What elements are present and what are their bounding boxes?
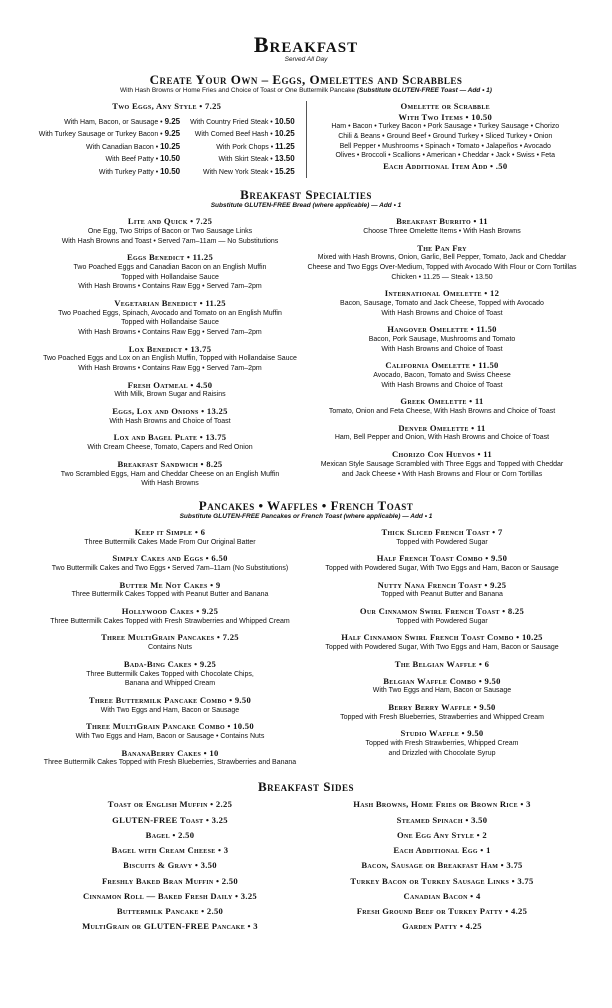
menu-item-description: With Two Eggs and Ham, Bacon or Sausage — [372, 687, 512, 695]
option-price: 10.25 — [274, 129, 295, 139]
menu-item-name: Berry Berry Waffle • 9.50 — [388, 701, 496, 712]
specialties-section-note — [34, 202, 578, 211]
menu-item-description: Cheese and Two Eggs Over-Medium, Topped with Avocado With Flour or Corn Tortillas — [307, 263, 577, 271]
omelette-name-2: With Two Items • 10.50 — [398, 111, 493, 122]
menu-item — [306, 527, 578, 547]
menu-item-name: Denver Omelette • 11 — [398, 422, 486, 433]
side-item: Buttermilk Pancake • 2.50 — [116, 906, 224, 917]
menu-item-description: With Hash Browns and Choice of Toast — [381, 381, 503, 389]
menu-item — [306, 676, 578, 696]
menu-item-description: With Hash Browns • Contains Raw Egg • Served 7am–2pm — [78, 283, 262, 291]
side-item: MultiGrain or GLUTEN-FREE Pancake • 3 — [82, 921, 258, 932]
sides-left-column — [34, 799, 306, 936]
menu-item-description: With Cream Cheese, Tomato, Capers and Red Onion — [87, 444, 253, 452]
menu-item-description: Topped with Powdered Sugar — [396, 617, 488, 625]
specialties-section-title: Breakfast Specialties — [240, 187, 372, 203]
menu-item-name: Lox and Bagel Plate • 13.75 — [113, 432, 227, 443]
side-item: Toast or English Muffin • 2.25 — [107, 799, 233, 810]
menu-item-name: International Omelette • 12 — [384, 288, 500, 299]
menu-item-description: Two Buttermilk Cakes and Two Eggs • Served 7am–11am (No Substitutions) — [51, 565, 289, 573]
menu-item — [306, 243, 578, 283]
menu-item-name: Three MultiGrain Pancake Combo • 10.50 — [86, 721, 254, 732]
side-item: Turkey Bacon or Turkey Sausage Links • 3.75 — [350, 875, 534, 886]
menu-item — [34, 298, 306, 338]
menu-item-name: Half Cinnamon Swirl French Toast Combo • 10.25 — [341, 632, 543, 643]
menu-item — [34, 580, 306, 600]
menu-item-description: Two Poached Eggs, Spinach, Avocado and Tomato on an English Muffin — [58, 309, 282, 317]
menu-item — [34, 606, 306, 626]
side-item: GLUTEN-FREE Toast • 3.25 — [112, 814, 228, 825]
menu-item-name: Three Buttermilk Pancake Combo • 9.50 — [88, 694, 252, 705]
two-eggs-option: With Beef Patty • 10.50 — [105, 154, 181, 164]
two-eggs-option: With Corned Beef Hash • 10.25 — [194, 129, 295, 139]
menu-item — [306, 632, 578, 652]
menu-item-name: Keep it Simple • 6 — [134, 526, 206, 537]
menu-item — [34, 380, 306, 400]
side-item: Garden Patty • 4.25 — [402, 921, 482, 932]
menu-item-description: With Two Eggs and Ham, Bacon or Sausage — [100, 706, 240, 714]
side-item: Canadian Bacon • 4 — [403, 890, 481, 901]
menu-item-name: Thick Sliced French Toast • 7 — [381, 526, 503, 537]
option-price: 10.50 — [160, 166, 181, 176]
menu-item — [34, 632, 306, 652]
menu-item — [306, 702, 578, 722]
menu-item-description: Contains Nuts — [148, 644, 192, 652]
menu-item-description: With Hash Browns and Choice of Toast — [381, 345, 503, 353]
menu-item-description: Topped with Powdered Sugar, With Two Eggs and Ham, Bacon or Sausage — [325, 565, 559, 573]
menu-item — [306, 553, 578, 573]
menu-item — [306, 216, 578, 236]
menu-item — [34, 252, 306, 292]
two-eggs-option: With Turkey Patty • 10.50 — [98, 166, 181, 176]
side-item: Each Additional Egg • 1 — [393, 845, 491, 856]
pancakes-right-column — [306, 527, 578, 774]
menu-item — [34, 659, 306, 689]
menu-item — [34, 695, 306, 715]
menu-item-description: Topped with Powdered Sugar — [396, 538, 488, 546]
specialties-left-column — [34, 216, 306, 495]
menu-item-name: California Omelette • 11.50 — [385, 360, 499, 371]
menu-item — [34, 459, 306, 489]
menu-item-description: With Hash Browns • Contains Raw Egg • Served 7am–2pm — [78, 328, 262, 336]
menu-item-name: Simply Cakes and Eggs • 6.50 — [112, 553, 228, 564]
two-eggs-name: Two Eggs, Any Style • 7.25 — [112, 100, 222, 111]
option-label: With New York Steak — [202, 168, 269, 176]
menu-item-description: Ham, Bell Pepper and Onion, With Hash Browns and Choice of Toast — [334, 434, 550, 442]
menu-item-description: Three Buttermilk Cakes Topped with Peanut Butter and Banana — [71, 591, 269, 599]
menu-item-description: Two Scrambled Eggs, Ham and Cheddar Cheese on an English Muffin — [60, 470, 280, 478]
two-eggs-option: With Ham, Bacon, or Sausage • 9.25 — [64, 116, 181, 126]
menu-item — [34, 216, 306, 246]
specialties-columns — [34, 216, 578, 495]
menu-item — [34, 406, 306, 426]
create-section-note — [34, 87, 578, 96]
menu-item-name: Fresh Oatmeal • 4.50 — [127, 379, 213, 390]
two-eggs-prices — [34, 116, 300, 179]
two-eggs-option: With Pork Chops • 11.25 — [216, 141, 295, 151]
menu-item — [34, 527, 306, 547]
menu-item-description: Avocado, Bacon, Tomato and Swiss Cheese — [373, 372, 511, 380]
menu-item-description: Two Poached Eggs and Lox on an English Muffin, Topped with Hollandaise Sauce — [43, 355, 297, 363]
omelette-extra: Each Additional Item Add • .50 — [383, 160, 508, 171]
option-label: With Turkey Patty — [98, 168, 154, 176]
menu-item-name: Breakfast Sandwich • 8.25 — [117, 458, 223, 469]
option-label: With Pork Chops — [216, 143, 269, 151]
sides-section-title: Breakfast Sides — [257, 779, 354, 795]
menu-item-name: Eggs, Lox and Onions • 13.25 — [112, 406, 228, 417]
sides-columns — [34, 799, 578, 936]
menu-item-description: With Hash Browns and Toast • Served 7am–11am — No Substitutions — [61, 237, 279, 245]
menu-item-name: Hollywood Cakes • 9.25 — [121, 606, 219, 617]
two-eggs-option: With Skirt Steak • 13.50 — [218, 154, 295, 164]
create-section-title: Create Your Own – Eggs, Omelettes and Scrabbles — [149, 71, 463, 87]
option-price: 10.50 — [160, 154, 181, 164]
menu-item-description: Topped with Hollandaise Sauce — [121, 319, 219, 327]
menu-item — [34, 344, 306, 374]
menu-item-name: Nutty Nana French Toast • 9.25 — [377, 579, 507, 590]
menu-item-name: Vegetarian Benedict • 11.25 — [114, 297, 226, 308]
create-columns — [34, 101, 578, 178]
side-item: Fresh Ground Beef or Turkey Patty • 4.25 — [356, 906, 528, 917]
option-price: 11.25 — [275, 141, 295, 151]
side-item: Biscuits & Gravy • 3.50 — [123, 860, 217, 871]
menu-item-description: Three Buttermilk Cakes Topped with Fresh Blueberries, Strawberries and Banana — [43, 759, 297, 767]
option-label: With Ham, Bacon, or Sausage — [64, 118, 159, 126]
menu-item-name: The Belgian Waffle • 6 — [394, 658, 490, 669]
menu-item-name: Breakfast Burrito • 11 — [396, 216, 488, 227]
option-price: 9.25 — [164, 116, 181, 126]
menu-item-description: With Hash Browns and Choice of Toast — [109, 417, 231, 425]
option-label: With Corned Beef Hash — [194, 131, 269, 139]
menu-item-description: Three Buttermilk Cakes Topped with Fresh Strawberries and Whipped Cream — [50, 617, 290, 625]
menu-item-description: Three Buttermilk Cakes Made From Our Original Batter — [84, 538, 256, 546]
menu-item — [306, 360, 578, 390]
menu-item-description: Topped with Fresh Strawberries, Whipped Cream — [365, 740, 519, 748]
menu-item-name: The Pan Fry — [417, 242, 467, 253]
create-note-substitute: (Substitute GLUTEN-FREE Toast — Add • 1) — [356, 87, 492, 95]
pancakes-section-title: Pancakes • Waffles • French Toast — [198, 497, 414, 513]
two-eggs-option: With Turkey Sausage or Turkey Bacon • 9.25 — [38, 129, 181, 139]
menu-item-name: Chorizo Con Huevos • 11 — [392, 449, 492, 460]
menu-item-description: With Milk, Brown Sugar and Raisins — [114, 391, 226, 399]
side-item: One Egg Any Style • 2 — [397, 829, 487, 840]
menu-item-description: Topped with Hollandaise Sauce — [121, 273, 219, 281]
page-title: Breakfast — [253, 32, 359, 57]
menu-item — [306, 324, 578, 354]
menu-item-description: and Drizzled with Chocolate Syrup — [388, 749, 496, 757]
side-item: Hash Browns, Home Fries or Brown Rice • 3 — [353, 799, 531, 810]
side-item: Bacon, Sausage or Breakfast Ham • 3.75 — [361, 860, 523, 871]
menu-item — [34, 748, 306, 768]
create-note-text: With Hash Browns or Home Fries and Choice of Toast or One Buttermilk Pancake — [120, 87, 356, 95]
menu-item-name: Greek Omelette • 11 — [400, 396, 484, 407]
menu-item — [34, 721, 306, 741]
option-price: 10.50 — [274, 116, 295, 126]
menu-item-description: With Hash Browns • Contains Raw Egg • Served 7am–2pm — [78, 364, 262, 372]
menu-item-description: Mexican Style Sausage Scrambled with Three Eggs and Topped with Cheddar — [320, 460, 564, 468]
menu-item-description: and Jack Cheese • With Hash Browns and Flour or Corn Tortillas — [341, 470, 543, 478]
menu-item-name: BananaBerry Cakes • 10 — [121, 747, 219, 758]
menu-item-description: Banana and Whipped Cream — [124, 680, 216, 688]
pancakes-left-column — [34, 527, 306, 774]
omelette-item-line: Bell Pepper • Mushrooms • Spinach • Tomato • Jalapeños • Avocado — [339, 142, 551, 150]
menu-item-name: Lite and Quick • 7.25 — [127, 216, 213, 227]
option-label: With Beef Patty — [105, 156, 154, 164]
menu-item — [306, 606, 578, 626]
two-eggs-block — [34, 101, 306, 178]
option-price: 15.25 — [274, 166, 295, 176]
two-eggs-option: With Country Fried Steak • 10.50 — [190, 116, 295, 126]
option-price: 9.25 — [164, 129, 181, 139]
side-item: Bagel • 2.50 — [145, 829, 195, 840]
menu-item-name: Our Cinnamon Swirl French Toast • 8.25 — [359, 606, 525, 617]
option-price: 10.25 — [160, 141, 181, 151]
menu-item — [306, 396, 578, 416]
menu-item — [306, 288, 578, 318]
sides-right-column — [306, 799, 578, 936]
option-label: With Skirt Steak — [218, 156, 269, 164]
menu-item-description: Chicken • 11.25 — Steak • 13.50 — [391, 273, 493, 281]
option-price: 13.50 — [274, 154, 295, 164]
menu-item-name: Studio Waffle • 9.50 — [400, 728, 484, 739]
two-eggs-option: With Canadian Bacon • 10.25 — [86, 141, 181, 151]
menu-item — [306, 580, 578, 600]
omelette-item-line: Olives • Broccoli • Scallions • American • Cheddar • Jack • Swiss • Feta — [335, 152, 555, 160]
menu-item — [34, 553, 306, 573]
omelette-item-line: Chili & Beans • Ground Beef • Ground Turkey • Sliced Turkey • Onion — [338, 132, 553, 140]
pancakes-section-note — [34, 513, 578, 522]
menu-item — [306, 423, 578, 443]
omelette-block — [306, 101, 579, 178]
side-item: Bagel with Cream Cheese • 3 — [111, 845, 229, 856]
menu-item-name: Belgian Waffle Combo • 9.50 — [383, 675, 501, 686]
menu-item-name: Half French Toast Combo • 9.50 — [376, 553, 508, 564]
side-item: Freshly Baked Bran Muffin • 2.50 — [101, 875, 238, 886]
menu-item-name: Butter Me Not Cakes • 9 — [119, 579, 221, 590]
two-eggs-option: With New York Steak • 15.25 — [202, 166, 295, 176]
menu-item-name: Hangover Omelette • 11.50 — [387, 324, 497, 335]
menu-item-description: Bacon, Sausage, Tomato and Jack Cheese, Topped with Avocado — [340, 299, 544, 307]
menu-item-name: Eggs Benedict • 11.25 — [126, 252, 214, 263]
side-item: Cinnamon Roll — Baked Fresh Daily • 3.25 — [82, 890, 258, 901]
option-label: With Turkey Sausage or Turkey Bacon — [38, 131, 159, 139]
page-subtitle: Served All Day — [284, 56, 328, 63]
menu-item-description: Bacon, Pork Sausage, Mushrooms and Tomato — [368, 336, 516, 343]
menu-item — [306, 659, 578, 670]
menu-item-description: Two Poached Eggs and Canadian Bacon on an English Muffin — [73, 263, 267, 271]
menu-item-description: With Hash Browns and Choice of Toast — [381, 309, 503, 317]
option-label: With Canadian Bacon — [86, 143, 154, 151]
omelette-name: Omelette or Scrabble — [400, 100, 490, 111]
menu-item — [306, 728, 578, 758]
menu-item-name: Three MultiGrain Pancakes • 7.25 — [101, 632, 239, 643]
menu-item — [306, 449, 578, 479]
menu-item-description: With Two Eggs and Ham, Bacon or Sausage • Contains Nuts — [75, 733, 265, 741]
menu-item-description: Tomato, Onion and Feta Cheese, With Hash Browns and Choice of Toast — [328, 408, 556, 416]
menu-item-description: Three Buttermilk Cakes Topped with Chocolate Chips, — [86, 670, 254, 678]
menu-item-description: Topped with Fresh Blueberries, Strawberries and Whipped Cream — [340, 713, 544, 721]
side-item: Steamed Spinach • 3.50 — [396, 814, 488, 825]
menu-item-description: One Egg, Two Strips of Bacon or Two Sausage Links — [87, 227, 253, 235]
menu-item-description: With Hash Browns — [141, 480, 199, 488]
omelette-items — [313, 122, 579, 161]
specialties-right-column — [306, 216, 578, 495]
specialties-note-text: Substitute GLUTEN-FREE Bread (where applicable) — Add • 1 — [210, 202, 402, 210]
two-eggs-left-column — [39, 116, 180, 179]
two-eggs-right-column — [190, 116, 295, 179]
menu-item-description: Mixed with Hash Browns, Onion, Garlic, Bell Pepper, Tomato, Jack and Cheddar — [317, 254, 567, 262]
option-label: With Country Fried Steak — [190, 118, 269, 126]
pancakes-columns — [34, 527, 578, 774]
menu-item — [34, 432, 306, 452]
omelette-item-line: Ham • Bacon • Turkey Bacon • Pork Sausage • Turkey Sausage • Chorizo — [331, 123, 560, 131]
menu-item-name: Bada-Bing Cakes • 9.25 — [123, 658, 217, 669]
menu-item-description: Choose Three Omelette Items • With Hash Browns — [363, 227, 521, 235]
menu-item-name: Lox Benedict • 13.75 — [128, 343, 212, 354]
menu-item-description: Topped with Peanut Butter and Banana — [381, 591, 503, 599]
pancakes-note-text: Substitute GLUTEN-FREE Pancakes or French Toast (where applicable) — Add • 1 — [179, 513, 433, 521]
menu-item-description: Topped with Powdered Sugar, With Two Eggs and Ham, Bacon or Sausage — [325, 644, 559, 652]
